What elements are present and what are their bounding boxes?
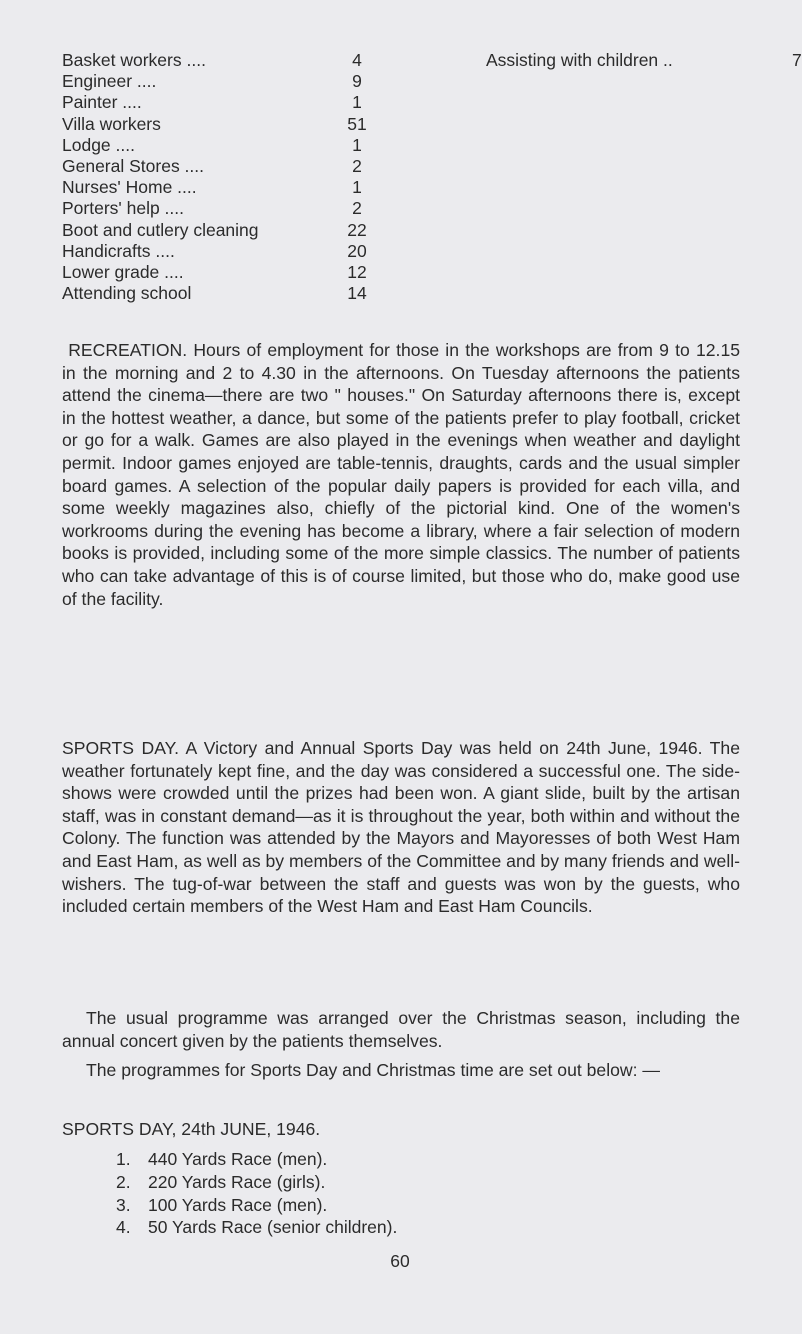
employment-label: Villa workers — [62, 113, 161, 134]
sports-day-body: A Victory and Annual Sports Day was held on 24th June, 1946. The weather fortunately kept fine, and the day was considered a successful one. The side-shows were crowded until the prizes had been won. A giant slide, built by the artisan staff, was in constant demand—as it is throughout the year, both within and without the Colony. The function was attended by the Mayors and Mayoresses of both West Ham and East Ham, as well as by members of the Committee and by many friends and well-wishers. The tug-of-war between the staff and guests was won by the guests, who included certain members of the West Ham and East Ham Councils. — [62, 738, 740, 917]
recreation-paragraph — [62, 339, 740, 610]
programme-item-text: 440 Yards Race (men). — [148, 1149, 328, 1169]
programme-title: SPORTS DAY, 24th JUNE, 1946. — [62, 1119, 321, 1139]
sports-day-paragraph — [62, 737, 740, 918]
employment-label: General Stores .... — [62, 155, 205, 176]
side-note-label: Assisting with children .. — [486, 50, 673, 70]
employment-count: 1 — [352, 92, 362, 113]
programme-item — [116, 1194, 397, 1217]
programme-item-number: 4. — [116, 1217, 131, 1238]
employment-row — [62, 220, 742, 241]
sports-day-heading: SPORTS DAY. — [62, 738, 179, 758]
employment-table — [62, 50, 802, 304]
page-number: 60 — [390, 1251, 410, 1271]
employment-count: 2 — [352, 155, 362, 176]
employment-row — [62, 156, 742, 177]
employment-label: Nurses' Home .... — [62, 177, 197, 198]
christmas-paragraph: The usual programme was arranged over the Christmas season, including the annual concert given by the patients themselves. — [62, 1008, 740, 1051]
employment-row — [62, 198, 742, 219]
programme-item — [116, 1216, 397, 1239]
employment-row — [62, 262, 742, 283]
side-note-count: 7 — [792, 50, 802, 70]
employment-row — [62, 92, 742, 113]
employment-count: 12 — [347, 261, 367, 282]
employment-label: Engineer .... — [62, 71, 157, 92]
programme-item-number: 1. — [116, 1149, 131, 1169]
employment-count: 2 — [352, 198, 362, 219]
employment-row — [62, 135, 742, 156]
employment-count: 22 — [347, 219, 367, 240]
programme-item-text: 100 Yards Race (men). — [148, 1194, 328, 1215]
employment-row — [62, 114, 742, 135]
programmes-paragraph: The programmes for Sports Day and Christmas time are set out below: — — [86, 1060, 660, 1080]
employment-count: 9 — [352, 71, 362, 92]
employment-label: Attending school — [62, 283, 192, 304]
programme-item-text: 220 Yards Race (girls). — [148, 1171, 326, 1192]
employment-label: Painter .... — [62, 92, 142, 113]
programme-item-number: 2. — [116, 1171, 131, 1192]
recreation-body: Hours of employment for those in the workshops are from 9 to 12.15 in the morning and 2 to 4.30 in the afternoons. On Tuesday afternoons the patients attend the cinema—there are two " houses." On Saturday afternoons there is, except in the hottest weather, a dance, but some of the patients prefer to play football, cricket or go for a walk. Games are also played in the evenings when weather and daylight permit. Indoor games enjoyed are table-tennis, draughts, cards and the usual simpler board games. A selection of the popular daily papers is provided for each villa, and some weekly magazines also, chiefly of the pictorial kind. One of the women's workrooms during the evening has become a library, where a fair selection of modern books is provided, including some of the more simple classics. The number of patients who can take advantage of this is of course limited, but those who do, make good use of the facility. — [62, 340, 741, 609]
programme-item — [116, 1171, 397, 1194]
employment-label: Lodge .... — [62, 134, 135, 155]
employment-count: 1 — [352, 134, 362, 155]
programme-list — [116, 1148, 397, 1239]
employment-count: 14 — [347, 283, 367, 304]
employment-row — [62, 241, 742, 262]
employment-count: 1 — [352, 177, 362, 198]
programme-item-text: 50 Yards Race (senior children). — [148, 1217, 398, 1238]
programme-item — [116, 1148, 397, 1171]
employment-label: Lower grade .... — [62, 261, 184, 282]
side-note — [486, 50, 802, 71]
employment-count: 4 — [352, 50, 362, 70]
employment-row — [62, 50, 802, 71]
recreation-heading: RECREATION. — [68, 340, 188, 360]
employment-row — [62, 71, 742, 92]
employment-label: Handicrafts .... — [62, 240, 175, 261]
employment-label: Boot and cutlery cleaning — [62, 219, 259, 240]
employment-label: Basket workers .... — [62, 50, 206, 70]
employment-count: 20 — [347, 240, 367, 261]
employment-row — [62, 177, 742, 198]
programme-item-number: 3. — [116, 1194, 131, 1215]
employment-label: Porters' help .... — [62, 198, 185, 219]
employment-count: 51 — [347, 113, 367, 134]
employment-row — [62, 283, 742, 304]
